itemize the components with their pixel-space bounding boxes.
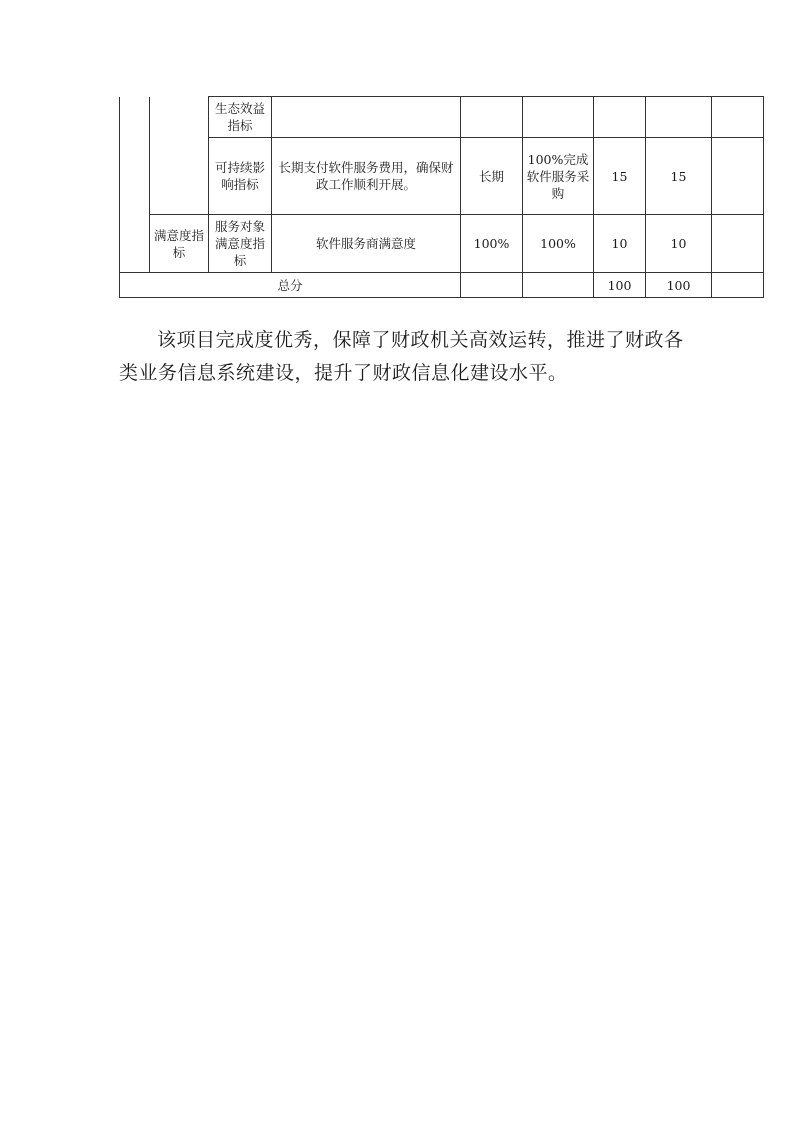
- total-label-cell: 总分: [120, 273, 461, 298]
- table-row: [120, 138, 764, 215]
- total-note-cell: [712, 273, 764, 298]
- target-cell: 100%: [461, 215, 523, 273]
- sub-indicator-cell: 服务对象满意度指标: [209, 215, 272, 273]
- table-row: [120, 215, 764, 273]
- target-cell: [461, 97, 523, 138]
- score-cell: 10: [646, 215, 712, 273]
- weight-cell: 10: [594, 215, 646, 273]
- note-cell: [712, 97, 764, 138]
- indicator-cell: 满意度指标: [150, 215, 209, 273]
- performance-table: [119, 96, 764, 298]
- content-cell: 长期支付软件服务费用，确保财政工作顺利开展。: [272, 138, 461, 215]
- content-cell: 软件服务商满意度: [272, 215, 461, 273]
- sub-indicator-cell: 可持续影响指标: [209, 138, 272, 215]
- score-cell: 15: [646, 138, 712, 215]
- level2-cell: [150, 97, 209, 215]
- actual-cell: 100%: [523, 215, 594, 273]
- total-target-cell: [461, 273, 523, 298]
- actual-cell: 100%完成软件服务采购: [523, 138, 594, 215]
- score-cell: [646, 97, 712, 138]
- content-cell: [272, 97, 461, 138]
- total-actual-cell: [523, 273, 594, 298]
- weight-cell: 15: [594, 138, 646, 215]
- total-score-cell: 100: [646, 273, 712, 298]
- weight-cell: [594, 97, 646, 138]
- target-cell: 长期: [461, 138, 523, 215]
- summary-paragraph: [119, 324, 699, 390]
- total-row: [120, 273, 764, 298]
- note-cell: [712, 138, 764, 215]
- total-weight-cell: 100: [594, 273, 646, 298]
- sub-indicator-cell: 生态效益指标: [209, 97, 272, 138]
- level1-cell: [120, 97, 150, 273]
- note-cell: [712, 215, 764, 273]
- summary-text: 该项目完成度优秀，保障了财政机关高效运转，推进了财政各类业务信息系统建设，提升了财政信息化建设水平。: [119, 329, 684, 384]
- actual-cell: [523, 97, 594, 138]
- table-row: [120, 97, 764, 138]
